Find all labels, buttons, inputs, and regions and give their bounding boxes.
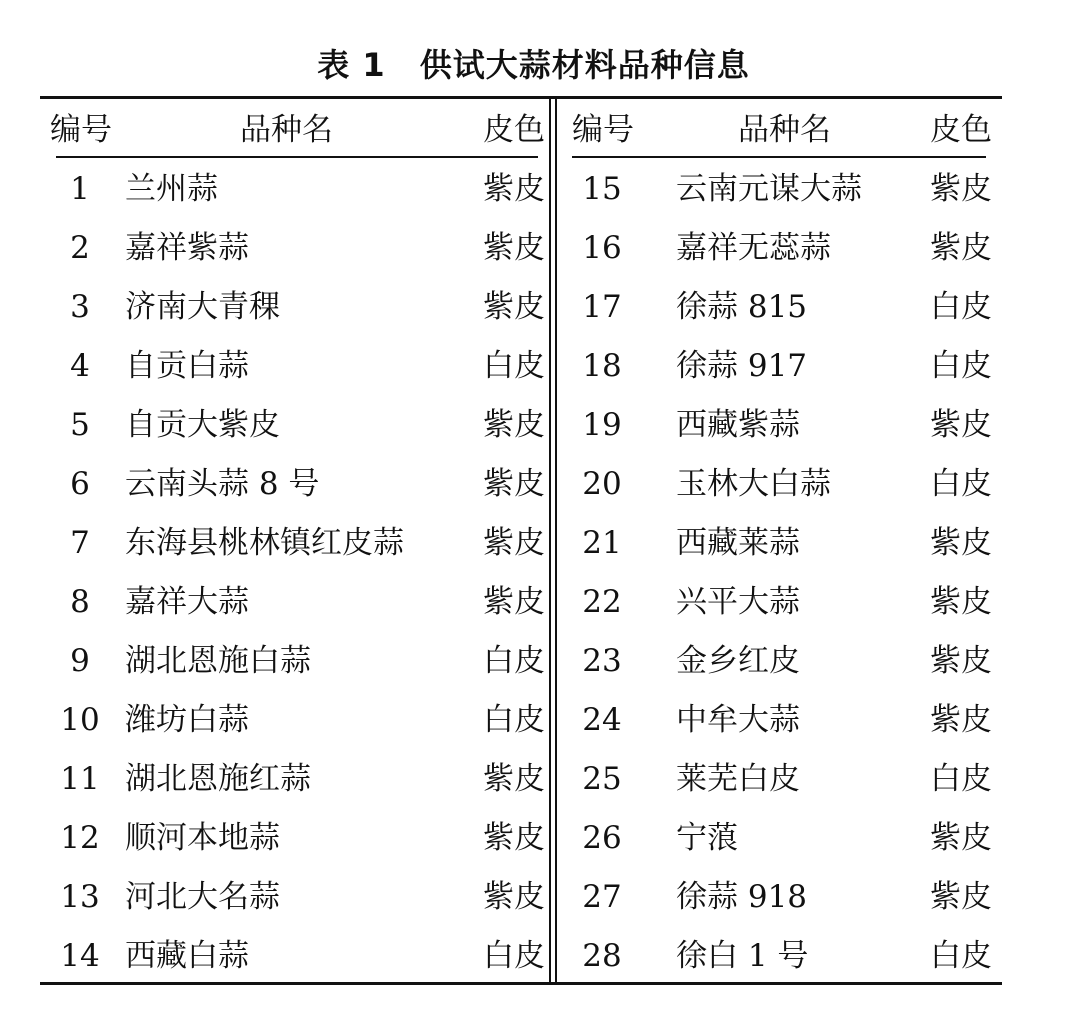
table-row [558,867,1002,926]
table-row [40,749,549,808]
cell-color: 白皮 [483,702,545,738]
cell-color: 白皮 [930,761,992,797]
cell-name: 金乡红皮 [676,643,800,679]
table-row [558,513,1002,572]
cell-name: 徐蒜 917 [676,348,808,384]
cell-name: 中牟大蒜 [676,702,800,738]
cell-id: 9 [70,643,90,679]
table-row [558,395,1002,454]
header-name: 品种名 [240,112,333,148]
column-divider [555,99,557,982]
cell-color: 紫皮 [930,525,992,561]
table-row [558,749,1002,808]
table-row [558,159,1002,218]
cell-name: 济南大青稞 [125,289,280,325]
table-left-half [40,99,549,974]
cell-id: 26 [582,820,622,856]
cell-id: 24 [582,702,622,738]
cell-id: 14 [60,938,100,974]
cell-color: 紫皮 [483,230,545,266]
cell-id: 22 [582,584,622,620]
cell-color: 紫皮 [930,584,992,620]
cell-name: 西藏紫蒜 [676,407,800,443]
table-row [558,572,1002,631]
cell-name: 嘉祥无蕊蒜 [676,230,831,266]
table-title: 供试大蒜材料品种信息 [419,46,750,84]
table-row [40,867,549,926]
table-row [40,395,549,454]
table-body-right [558,159,1002,985]
cell-color: 紫皮 [930,230,992,266]
cell-name: 玉林大白蒜 [676,466,831,502]
table-row [40,159,549,218]
cell-name: 自贡白蒜 [125,348,249,384]
cell-color: 紫皮 [930,407,992,443]
table-header [40,99,549,157]
cell-color: 白皮 [483,938,545,974]
table-row [40,572,549,631]
cell-id: 4 [70,348,90,384]
table-body-left [40,159,549,985]
table-row [558,277,1002,336]
cell-name: 东海县桃林镇红皮蒜 [125,525,404,561]
cell-id: 17 [582,289,622,325]
cell-id: 19 [582,407,622,443]
table-row [558,926,1002,985]
table-row [558,808,1002,867]
cell-name: 西藏莱蒜 [676,525,800,561]
cell-id: 20 [582,466,622,502]
cell-color: 紫皮 [483,761,545,797]
header-name: 品种名 [738,112,831,148]
cell-name: 湖北恩施红蒜 [125,761,311,797]
table-caption [0,40,1067,86]
table-row [558,454,1002,513]
cell-name: 莱芜白皮 [676,761,800,797]
table-row [558,218,1002,277]
cell-name: 自贡大紫皮 [125,407,280,443]
cell-color: 白皮 [930,466,992,502]
cell-name: 徐白 1 号 [676,938,809,974]
cell-name: 兰州蒜 [125,171,218,207]
cell-id: 21 [582,525,622,561]
cell-color: 紫皮 [483,466,545,502]
table-row [40,454,549,513]
cell-color: 白皮 [930,348,992,384]
table-row [558,631,1002,690]
table-row [40,631,549,690]
cell-id: 13 [60,879,100,915]
cell-name: 嘉祥紫蒜 [125,230,249,266]
table-row [40,336,549,395]
cell-name: 云南元谋大蒜 [676,171,862,207]
cell-id: 27 [582,879,622,915]
cell-id: 16 [582,230,622,266]
cell-id: 8 [70,584,90,620]
cell-color: 白皮 [930,938,992,974]
cell-id: 5 [70,407,90,443]
cell-color: 紫皮 [930,820,992,856]
table-row [40,513,549,572]
header-id: 编号 [50,112,112,148]
cell-color: 紫皮 [483,584,545,620]
header-color: 皮色 [930,112,992,148]
cell-color: 紫皮 [483,289,545,325]
cell-id: 18 [582,348,622,384]
table-row [40,690,549,749]
cell-id: 23 [582,643,622,679]
cell-color: 紫皮 [930,702,992,738]
cell-id: 7 [70,525,90,561]
table-right-half [558,99,1002,974]
header-color: 皮色 [483,112,545,148]
cell-color: 紫皮 [930,171,992,207]
cell-id: 25 [582,761,622,797]
cell-id: 6 [70,466,90,502]
cell-color: 白皮 [930,289,992,325]
cell-name: 潍坊白蒜 [125,702,249,738]
table-row [40,277,549,336]
cell-id: 15 [582,171,622,207]
cell-name: 云南头蒜 8 号 [125,466,320,502]
header-id: 编号 [572,112,634,148]
cell-name: 顺河本地蒜 [125,820,280,856]
cell-id: 12 [60,820,100,856]
table-row [40,808,549,867]
cell-name: 徐蒜 918 [676,879,808,915]
cell-id: 28 [582,938,622,974]
cell-name: 西藏白蒜 [125,938,249,974]
cell-color: 紫皮 [483,879,545,915]
cell-id: 10 [60,702,100,738]
table-number: 表 1 [317,46,386,84]
cell-color: 紫皮 [930,879,992,915]
cell-id: 2 [70,230,90,266]
cell-name: 徐蒜 815 [676,289,808,325]
cell-color: 紫皮 [483,820,545,856]
cell-name: 嘉祥大蒜 [125,584,249,620]
cell-name: 兴平大蒜 [676,584,800,620]
cell-id: 11 [60,761,100,797]
cell-color: 紫皮 [483,407,545,443]
table-row [558,690,1002,749]
cell-id: 1 [70,171,90,207]
cell-id: 3 [70,289,90,325]
cell-color: 白皮 [483,348,545,384]
table-row [40,218,549,277]
column-divider [549,99,551,982]
cell-name: 宁蒗 [676,820,738,856]
table-row [40,926,549,985]
cell-color: 白皮 [483,643,545,679]
table-row [558,336,1002,395]
cell-color: 紫皮 [483,525,545,561]
cell-name: 河北大名蒜 [125,879,280,915]
cell-color: 紫皮 [483,171,545,207]
cell-color: 紫皮 [930,643,992,679]
table-header [558,99,1002,157]
cell-name: 湖北恩施白蒜 [125,643,311,679]
